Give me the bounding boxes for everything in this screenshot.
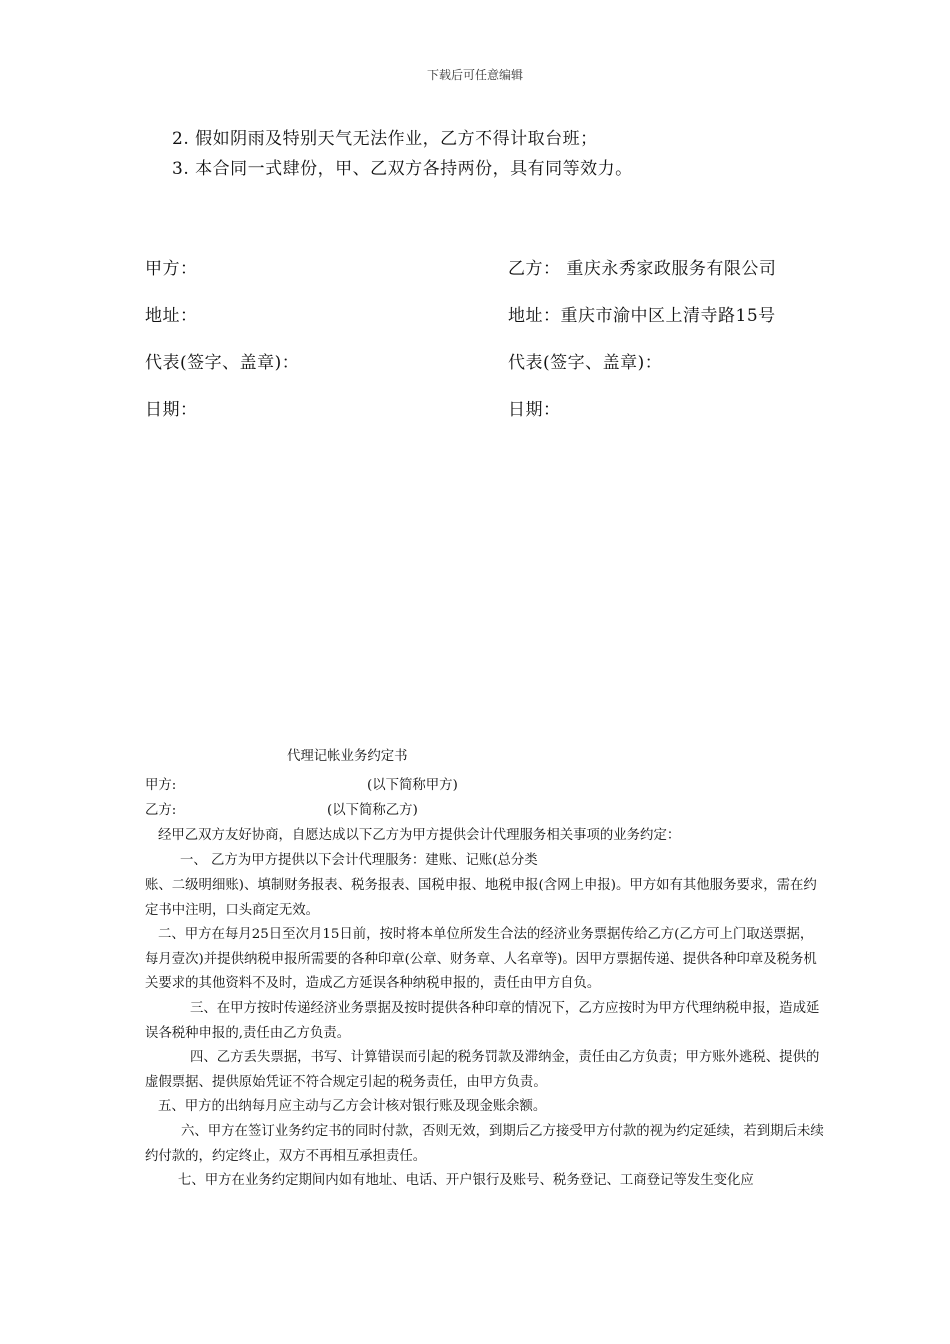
agreement-party-a-label: 甲方: xyxy=(145,778,177,793)
party-a-address-label: 地址： xyxy=(145,306,198,326)
agreement-item-1: 账、二级明细账)、填制财务报表、税务报表、国税申报、地税申报(含网上申报)。甲方如有其他服务要求，需在约定书中注明，口头商定无效。 xyxy=(145,878,817,918)
agreement-party-a-note: (以下简称甲方) xyxy=(367,778,458,793)
agreement-item-2: 二、甲方在每月25日至次月15日前，按时将本单位所发生合法的经济业务票据传给乙方(乙方可上门取送票据，每月壹次)并提供纳税申报所需要的各种印章(公章、财务章、人名章等)。因甲方票据传递、提供各种印章及税务机关要求的其他资料不及时，造成乙方延误各种纳税申报的，责任由甲方自负。 xyxy=(145,927,817,992)
party-b-address: 地址：重庆市渝中区上清寺路15号 xyxy=(508,306,776,326)
agreement-party-b-note: (以下简称乙方) xyxy=(327,803,418,818)
party-b-date-label: 日期： xyxy=(508,400,561,420)
agreement-item-4: 四、乙方丢失票据，书写、计算错误而引起的税务罚款及滞纳金，责任由乙方负责；甲方账外逃税、提供的虚假票据、提供原始凭证不符合规定引起的税务责任，由甲方负责。 xyxy=(145,1050,820,1090)
party-a-representative-label: 代表(签字、盖章)： xyxy=(145,353,300,373)
party-a-label: 甲方： xyxy=(145,259,198,279)
agreement-item-7: 七、甲方在业务约定期间内如有地址、电话、开户银行及账号、税务登记、工商登记等发生变化应 xyxy=(178,1173,754,1188)
party-a-date-label: 日期： xyxy=(145,400,198,420)
party-b-name: 乙方： 重庆永秀家政服务有限公司 xyxy=(508,259,777,279)
clause-3: 3. 本合同一式肆份，甲、乙双方各持两份，具有同等效力。 xyxy=(172,159,633,179)
agreement-intro: 经甲乙双方友好协商，自愿达成以下乙方为甲方提供会计代理服务相关事项的业务约定： xyxy=(158,828,681,843)
clause-2: 2. 假如阴雨及特别天气无法作业，乙方不得计取台班； xyxy=(172,129,598,149)
agreement-item-5: 五、甲方的出纳每月应主动与乙方会计核对银行账及现金账余额。 xyxy=(158,1099,547,1114)
agreement-item-6: 六、甲方在签订业务约定书的同时付款，否则无效，到期后乙方接受甲方付款的视为约定延续，若到期后未续约付款的，约定终止，双方不再相互承担责任。 xyxy=(145,1124,824,1164)
download-note: 下载后可任意编辑 xyxy=(426,68,523,82)
agreement-item-1-line-1: 一、 乙方为甲方提供以下会计代理服务：建账、记账(总分类 xyxy=(180,853,538,868)
party-b-representative-label: 代表(签字、盖章)： xyxy=(508,353,663,373)
agreement-item-3: 三、在甲方按时传递经济业务票据及按时提供各种印章的情况下，乙方应按时为甲方代理纳税申报，造成延误各税种申报的,责任由乙方负责。 xyxy=(145,1001,820,1041)
agreement-party-b-label: 乙方: xyxy=(145,803,177,818)
agreement-title: 代理记帐业务约定书 xyxy=(287,749,408,764)
